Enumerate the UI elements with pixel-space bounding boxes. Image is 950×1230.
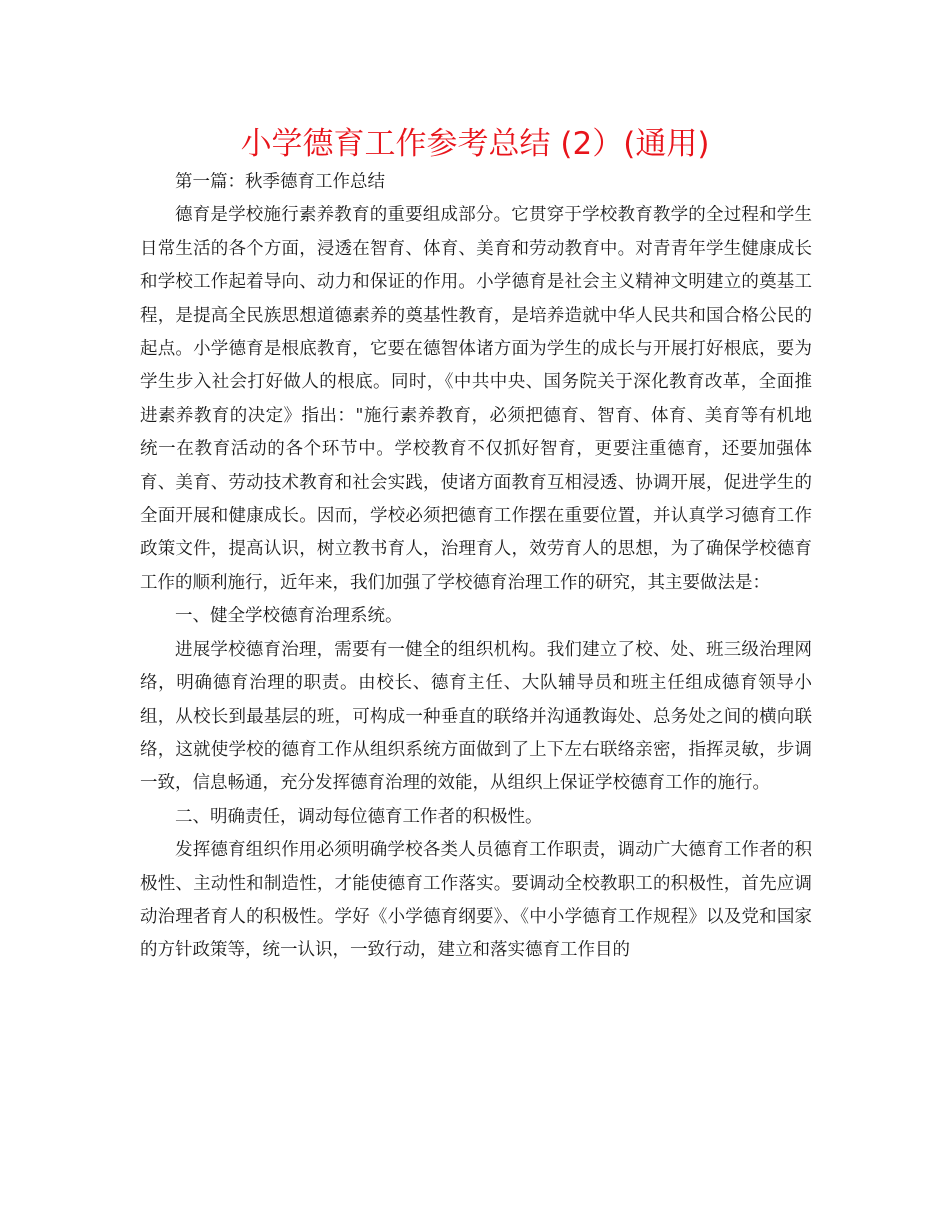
- section-heading: 一、健全学校德育治理系统。: [175, 606, 403, 627]
- section-heading: 二、明确责任，调动每位德育工作者的积极性。: [175, 806, 543, 827]
- document-title: 小学德育工作参考总结 (2）(通用): [240, 126, 710, 162]
- body-paragraph: 发挥德育组织作用必须明确学校各类人员德育工作职责，调动广大德育工作者的积极性、主动性和制造性，才能使德育工作落实。要调动全校教职工的积极性，首先应调动治理者育人的积极性。学好《小学德育纲要》、《中小学德育工作规程》以及党和国家的方针政策等，统一认识，一致行动，建立和落实德育工作目的: [140, 840, 812, 961]
- section-heading: 第一篇：秋季德育工作总结: [175, 172, 385, 192]
- document-body: [140, 166, 812, 968]
- body-paragraph: 进展学校德育治理，需要有一健全的组织机构。我们建立了校、处、班三级治理网络，明确德育治理的职责。由校长、德育主任、大队辅导员和班主任组成德育领导小组，从校长到最基层的班，可构成一种垂直的联络并沟通教诲处、总务处之间的横向联络，这就使学校的德育工作从组织系统方面做到了上下左右联络亲密，指挥灵敏，步调一致，信息畅通，充分发挥德育治理的效能，从组织上保证学校德育工作的施行。: [140, 639, 812, 794]
- body-paragraph: 德育是学校施行素养教育的重要组成部分。它贯穿于学校教育教学的全过程和学生日常生活的各个方面，浸透在智育、体育、美育和劳动教育中。对青青年学生健康成长和学校工作起着导向、动力和保证的作用。小学德育是社会主义精神文明建立的奠基工程，是提高全民族思想道德素养的奠基性教育，是培养造就中华人民共和国合格公民的起点。小学德育是根底教育，它要在德智体诸方面为学生的成长与开展打好根底，要为学生步入社会打好做人的根底。同时，《中共中央、国务院关于深化教育改革，全面推进素养教育的决定》指出："施行素养教育，必须把德育、智育、体育、美育等有机地统一在教育活动的各个环节中。学校教育不仅抓好智育，更要注重德育，还要加强体育、美育、劳动技术教育和社会实践，使诸方面教育互相浸透、协调开展，促进学生的全面开展和健康成长。因而，学校必须把德育工作摆在重要位置，并认真学习德育工作政策文件，提高认识，树立教书育人，治理育人，效劳育人的思想，为了确保学校德育工作的顺利施行，近年来，我们加强了学校德育治理工作的研究，其主要做法是：: [140, 205, 812, 593]
